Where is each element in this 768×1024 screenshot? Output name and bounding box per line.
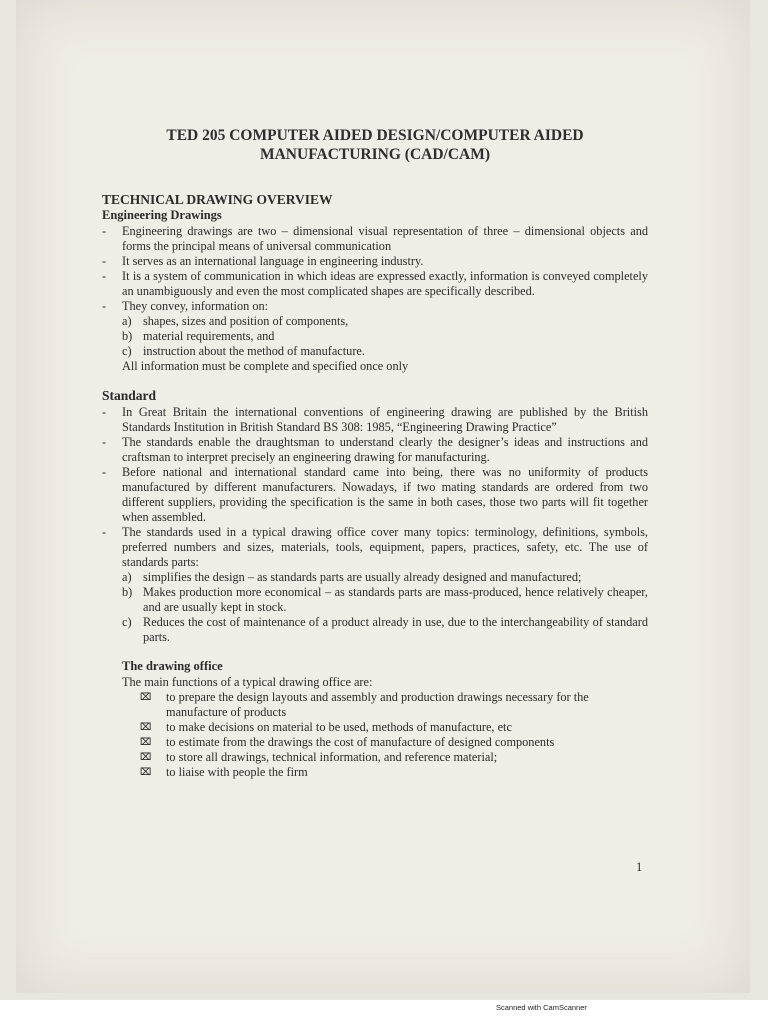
checkbox-bullet-icon: ⌧: [140, 692, 152, 703]
checkbox-bullet-icon: ⌧: [140, 767, 152, 778]
list-item: [140, 735, 648, 750]
list-item: - Before national and international standard came into being, there was no uniformity of products manufactured by different manufacturers. Nowadays, if two mating standards are ordered from two different suppliers, providing the specification is the same in both cases, those two parts will fit together when assembled.: [102, 465, 648, 525]
convey-sublist: [102, 314, 648, 359]
sub-item-marker: c): [122, 344, 132, 358]
list-item: - The standards enable the draughtsman to understand clearly the designer’s ideas and instructions and craftsman to interpret precisely an engineering drawing for manufacturing.: [102, 435, 648, 465]
sub-item-marker: a): [122, 314, 132, 328]
checkbox-bullet-icon: ⌧: [140, 722, 152, 733]
list-item-text: to store all drawings, technical information, and reference material;: [166, 750, 498, 764]
list-item: - The standards used in a typical drawing office cover many topics: terminology, definitions, symbols, preferred numbers and sizes, materials, tools, equipment, papers, practices, safety, etc. The use of standards parts:: [102, 525, 648, 570]
list-item-text: to prepare the design layouts and assembly and production drawings necessary for the manufacture of products: [166, 690, 589, 719]
sub-item-text: Makes production more economical – as standards parts are mass-produced, hence relatively cheaper, and are usually kept in stock.: [143, 585, 648, 614]
list-item: - In Great Britain the international conventions of engineering drawing are published by the British Standards Institution in British Standard BS 308: 1985, “Engineering Drawing Practice”: [102, 405, 648, 435]
engineering-drawings-list: [102, 224, 648, 314]
sub-item-marker: b): [122, 329, 133, 343]
drawing-office-intro: The main functions of a typical drawing office are:: [122, 675, 373, 689]
sub-list-item: [122, 570, 648, 585]
sub-list-item: [122, 344, 648, 359]
sub-list-item: [122, 585, 648, 615]
sub-list-item: [122, 329, 648, 344]
sub-item-text: Reduces the cost of maintenance of a product already in use, due to the interchangeability of standard parts.: [143, 615, 648, 644]
completeness-note: All information must be complete and specified once only: [122, 359, 409, 373]
sub-item-marker: c): [122, 615, 132, 629]
sub-item-text: simplifies the design – as standards parts are usually already designed and manufactured;: [143, 570, 582, 584]
sub-item-text: material requirements, and: [143, 329, 275, 343]
list-item: - It is a system of communication in which ideas are expressed exactly, information is conveyed completely an unambiguously and even the most complicated shapes are specifically described.: [102, 269, 648, 299]
list-item: - It serves as an international language in engineering industry.: [102, 254, 648, 269]
engineering-drawings-heading: Engineering Drawings: [102, 208, 222, 222]
list-item: [140, 690, 648, 720]
list-item: - They convey, information on:: [102, 299, 648, 314]
document-title: [102, 126, 648, 164]
list-item-text: to make decisions on material to be used, methods of manufacture, etc: [166, 720, 512, 734]
checkbox-bullet-icon: ⌧: [140, 737, 152, 748]
title-line-1: TED 205 COMPUTER AIDED DESIGN/COMPUTER AIDED: [166, 127, 584, 144]
overview-heading: TECHNICAL DRAWING OVERVIEW: [102, 192, 333, 207]
sub-list-item: [122, 615, 648, 645]
scanner-watermark: Scanned with CamScanner: [496, 1003, 587, 1012]
document-body: [102, 126, 648, 780]
sub-list-item: [122, 314, 648, 329]
drawing-office-functions-list: [102, 690, 648, 780]
standard-list: [102, 405, 648, 570]
drawing-office-heading: The drawing office: [122, 659, 223, 673]
list-item: - Engineering drawings are two – dimensional visual representation of three – dimensional objects and forms the principal means of universal communication: [102, 224, 648, 254]
list-item-text: to liaise with people the firm: [166, 765, 308, 779]
checkbox-bullet-icon: ⌧: [140, 752, 152, 763]
page-number: 1: [636, 860, 643, 874]
title-line-2: MANUFACTURING (CAD/CAM): [259, 146, 491, 163]
standard-heading: Standard: [102, 388, 157, 403]
sub-item-marker: a): [122, 570, 132, 584]
list-item: [140, 720, 648, 735]
list-item: [140, 750, 648, 765]
standard-parts-sublist: [102, 570, 648, 645]
sub-item-text: instruction about the method of manufacture.: [143, 344, 365, 358]
list-item-text: to estimate from the drawings the cost of manufacture of designed components: [166, 735, 555, 749]
sub-item-text: shapes, sizes and position of components,: [143, 314, 349, 328]
sub-item-marker: b): [122, 585, 133, 599]
list-item: [140, 765, 648, 780]
